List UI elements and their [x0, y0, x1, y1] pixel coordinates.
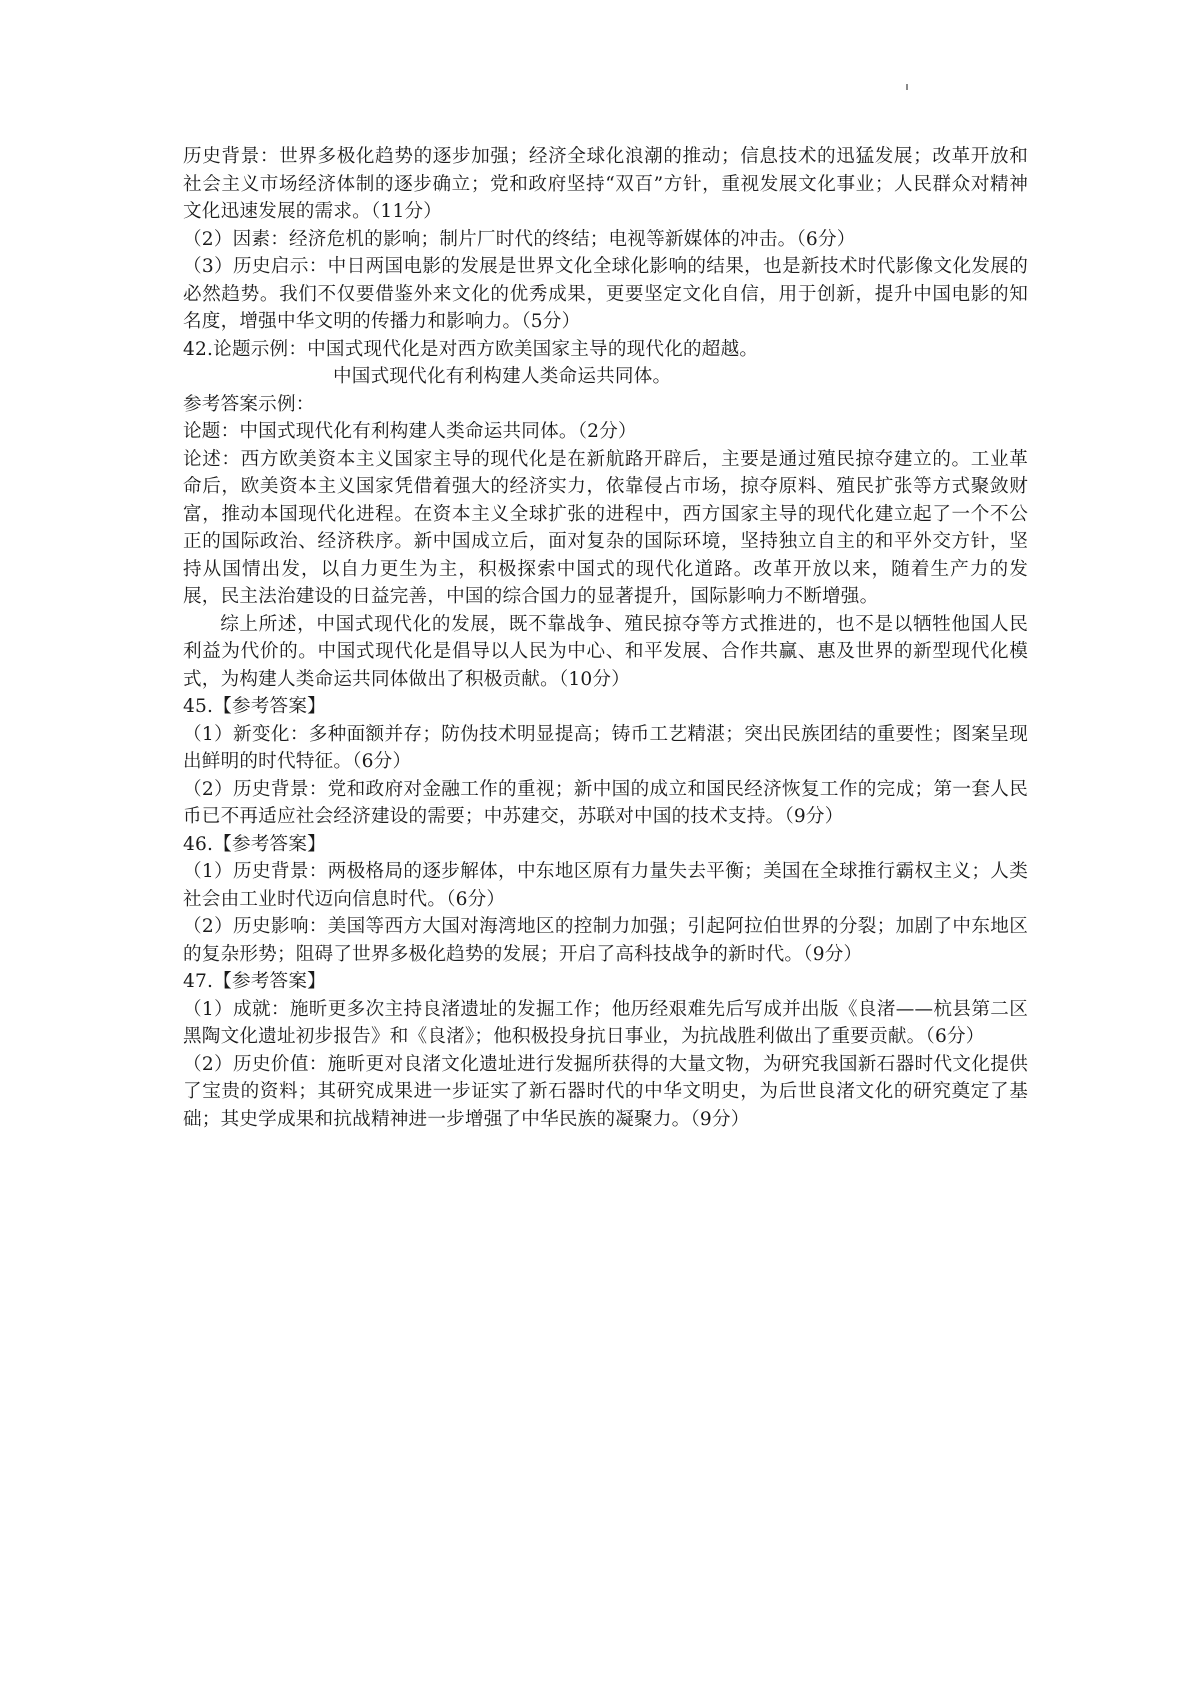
q42-thesis: 论题：中国式现代化有利构建人类命运共同体。（2分） — [183, 421, 637, 442]
q47-achievements: （1）成就：施昕更多次主持良渚遗址的发掘工作；他历经艰难先后写成并出版《良渚——杭县第二区黑陶文化遗址初步报告》和《良渚》；他积极投身抗日事业，为抗战胜利做出了重要贡献。（6分） — [183, 998, 1028, 1047]
q41-enlightenment: （3）历史启示：中日两国电影的发展是世界文化全球化影响的结果，也是新技术时代影像文化发展的必然趋势。我们不仅要借鉴外来文化的优秀成果，更要坚定文化自信，用于创新，提升中国电影的知名度，增强中华文明的传播力和影响力。（5分） — [183, 256, 1028, 332]
q46-heading: 46.【参考答案】 — [183, 833, 326, 855]
q42-thesis-example-2: 中国式现代化有利构建人类命运共同体。 — [333, 366, 672, 387]
q42-thesis-example-1: 42.论题示例：中国式现代化是对西方欧美国家主导的现代化的超越。 — [183, 338, 759, 360]
q46-impact: （2）历史影响：美国等西方大国对海湾地区的控制力加强；引起阿拉伯世界的分裂；加剧了中东地区的复杂形势；阻碍了世界多极化趋势的发展；开启了高科技战争的新时代。（9分） — [183, 916, 1028, 965]
q41-factors: （2）因素：经济危机的影响；制片厂时代的终结；电视等新媒体的冲击。（6分） — [183, 228, 856, 250]
q45-new-changes: （1）新变化：多种面额并存；防伪技术明显提高；铸币工艺精湛；突出民族团结的重要性；图案呈现出鲜明的时代特征。（6分） — [183, 723, 1028, 772]
q42-argument: 论述：西方欧美资本主义国家主导的现代化是在新航路开辟后，主要是通过殖民掠夺建立的。工业革命后，欧美资本主义国家凭借着强大的经济实力，依靠侵占市场，掠夺原料、殖民扩张等方式聚敛财富，推动本国现代化进程。在资本主义全球扩张的进程中，西方国家主导的现代化建立起了一个不公正的国际政治、经济秩序。新中国成立后，面对复杂的国际环境，坚持独立自主的和平外交方针，坚持从国情出发，以自力更生为主，积极探索中国式的现代化道路。改革开放以来，随着生产力的发展，民主法治建设的日益完善，中国的综合国力的显著提升，国际影响力不断增强。 — [183, 448, 1028, 607]
q45-heading: 45.【参考答案】 — [183, 696, 326, 717]
q46-background: （1）历史背景：两极格局的逐步解体，中东地区原有力量失去平衡；美国在全球推行霸权主义；人类社会由工业时代迈向信息时代。（6分） — [183, 861, 1028, 910]
q42-reference-heading: 参考答案示例： — [183, 393, 315, 415]
answer-text-body — [183, 143, 1028, 1133]
q42-conclusion: 综上所述，中国式现代化的发展，既不靠战争、殖民掠夺等方式推进的，也不是以牺牲他国人民利益为代价的。中国式现代化是倡导以人民为中心、和平发展、合作共赢、惠及世界的新型现代化模式，为构建人类命运共同体做出了积极贡献。（10分） — [183, 613, 1028, 690]
q41-background: 历史背景：世界多极化趋势的逐步加强；经济全球化浪潮的推动；信息技术的迅猛发展；改革开放和社会主义市场经济体制的逐步确立；党和政府坚持“双百”方针，重视发展文化事业；人民群众对精神文化迅速发展的需求。（11分） — [183, 146, 1028, 222]
q47-heading: 47.【参考答案】 — [183, 971, 326, 992]
q47-historical-value: （2）历史价值：施昕更对良渚文化遗址进行发掘所获得的大量文物，为研究我国新石器时代文化提供了宝贵的资料；其研究成果进一步证实了新石器时代的中华文明史，为后世良渚文化的研究奠定了基础；其史学成果和抗战精神进一步增强了中华民族的凝聚力。（9分） — [183, 1053, 1028, 1130]
q45-background: （2）历史背景：党和政府对金融工作的重视；新中国的成立和国民经济恢复工作的完成；第一套人民币已不再适应社会经济建设的需要；中苏建交，苏联对中国的技术支持。（9分） — [183, 778, 1028, 827]
scan-mark — [906, 84, 908, 90]
